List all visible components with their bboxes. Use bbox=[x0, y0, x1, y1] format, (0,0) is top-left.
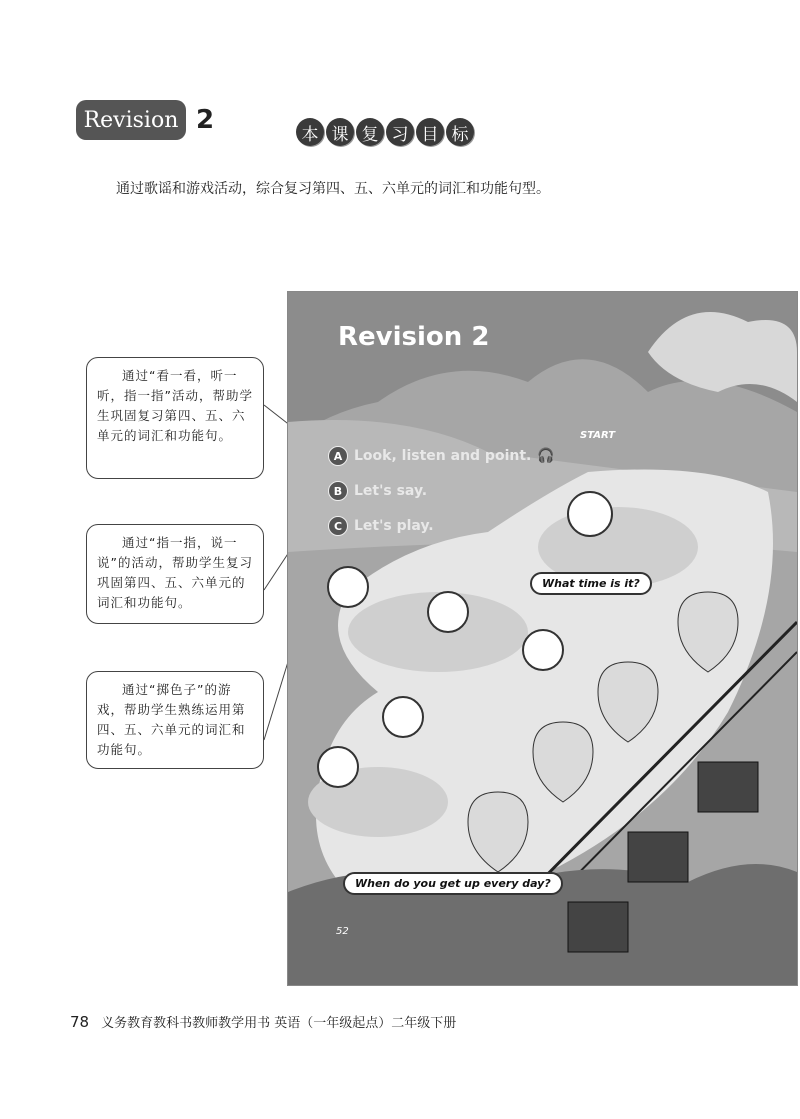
callout-lets-say: 通过“指一指，说一说”的活动，帮助学生复习巩固第四、五、六单元的词汇和功能句。 bbox=[86, 524, 264, 624]
revision-number: 2 bbox=[196, 105, 215, 135]
activity-c-text: Let's play. bbox=[354, 518, 434, 534]
activity-b-letter: B bbox=[328, 481, 348, 501]
textbook-page-number: 52 bbox=[336, 926, 349, 937]
activity-a bbox=[328, 446, 555, 466]
revision-badge-label: Revision bbox=[83, 107, 179, 133]
activity-b bbox=[328, 481, 427, 501]
callout-look-listen-point: 通过“看一看，听一听，指一指”活动，帮助学生巩固复习第四、五、六单元的词汇和功能句。 bbox=[86, 357, 264, 479]
callout-lets-play: 通过“掷色子”的游戏，帮助学生熟练运用第四、五、六单元的词汇和功能句。 bbox=[86, 671, 264, 769]
page-footer bbox=[70, 1012, 456, 1031]
lesson-goal-title bbox=[296, 118, 474, 152]
headphones-icon: 🎧 bbox=[537, 448, 555, 464]
textbook-page-illustration bbox=[287, 291, 798, 986]
goal-title-char: 本 bbox=[296, 118, 324, 146]
textbook-page-title: Revision 2 bbox=[338, 322, 490, 352]
start-label: START bbox=[580, 430, 616, 441]
footer-book-title: 义务教育教科书教师教学用书 英语（一年级起点）二年级下册 bbox=[101, 1016, 457, 1031]
revision-badge bbox=[76, 100, 186, 140]
activity-c-letter: C bbox=[328, 516, 348, 536]
goal-title-char: 课 bbox=[326, 118, 354, 146]
activity-a-text: Look, listen and point. bbox=[354, 448, 532, 464]
activity-c bbox=[328, 516, 434, 536]
intro-text: 通过歌谣和游戏活动，综合复习第四、五、六单元的词汇和功能句型。 bbox=[116, 181, 550, 197]
goal-title-char: 标 bbox=[446, 118, 474, 146]
footer-page-number: 78 bbox=[70, 1013, 90, 1031]
goal-title-char: 复 bbox=[356, 118, 384, 146]
activity-b-text: Let's say. bbox=[354, 483, 428, 499]
goal-title-char: 目 bbox=[416, 118, 444, 146]
activity-a-letter: A bbox=[328, 446, 348, 466]
goal-title-char: 习 bbox=[386, 118, 414, 146]
speech-bubble-time: What time is it? bbox=[530, 572, 652, 595]
speech-bubble-get-up: When do you get up every day? bbox=[343, 872, 563, 895]
